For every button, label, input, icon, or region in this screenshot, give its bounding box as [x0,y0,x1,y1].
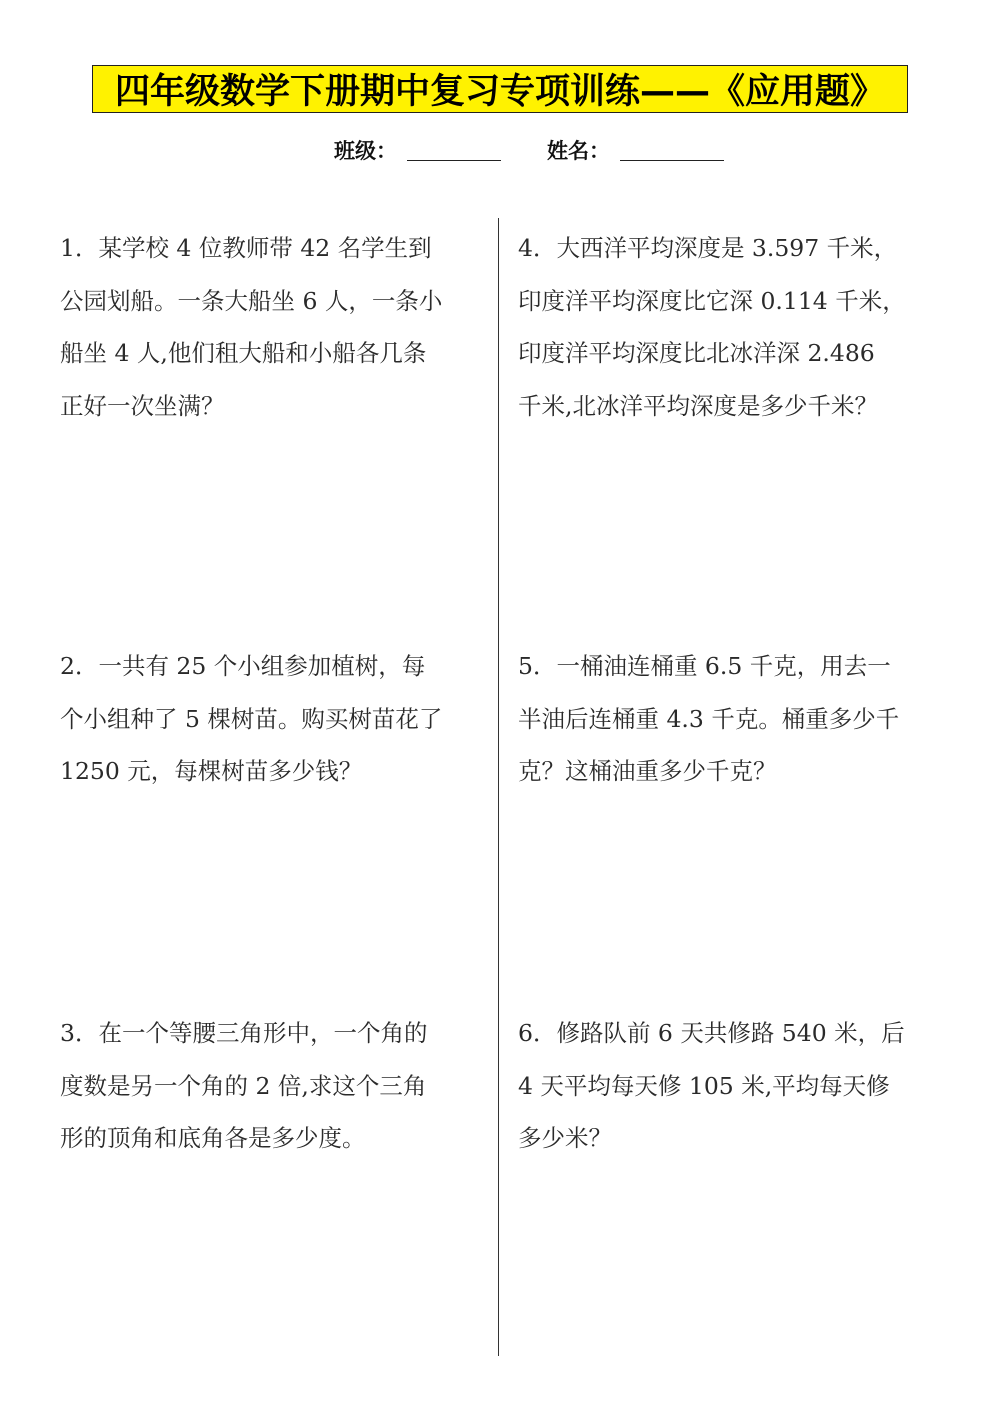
name-label: 姓名： [547,139,610,163]
problem-6 [518,1007,950,1165]
problem-line: 个小组种了 5 棵树苗。购买树苗花了 [60,704,443,733]
name-blank-line[interactable] [620,160,724,161]
class-label: 班级： [334,139,397,163]
problem-line: 度数是另一个角的 2 倍,求这个三角 [60,1071,427,1100]
problem-line: 4．大西洋平均深度是 3.597 千米， [518,234,898,262]
problem-line: 4 天平均每天修 105 米,平均每天修 [518,1071,890,1100]
problem-line: 船坐 4 人,他们租大船和小船各几条 [60,339,427,367]
problem-1 [60,222,492,432]
problem-3 [60,1007,492,1165]
problem-line: 正好一次坐满？ [60,391,225,420]
problem-line: 3．在一个等腰三角形中，一个角的 [60,1019,428,1047]
problem-line: 印度洋平均深度比北冰洋深 2.486 [518,339,875,367]
problem-line: 印度洋平均深度比它深 0.114 千米， [518,286,906,315]
problem-4 [518,222,950,432]
problem-line: 多少米？ [518,1124,612,1152]
column-divider [498,218,499,1356]
problem-line: 1250 元，每棵树苗多少钱？ [60,757,363,785]
problem-5 [518,640,950,798]
problem-line: 形的顶角和底角各是多少度。 [60,1124,366,1152]
problem-line: 2．一共有 25 个小组参加植树，每 [60,652,426,680]
problem-line: 5．一桶油连桶重 6.5 千克，用去一 [518,652,891,680]
title-banner [92,65,908,113]
problem-line: 6．修路队前 6 天共修路 540 米，后 [518,1019,905,1047]
page-title: 四年级数学下册期中复习专项训练——《应用题》 [114,72,885,112]
problem-line: 克？这桶油重多少千克？ [518,757,777,785]
student-info-row [0,132,1000,168]
class-blank-line[interactable] [407,160,501,161]
problem-line: 千米,北冰洋平均深度是多少千米？ [518,391,878,420]
problem-line: 1．某学校 4 位教师带 42 名学生到 [60,234,432,262]
problem-2 [60,640,492,798]
problem-line: 半油后连桶重 4.3 千克。桶重多少千 [518,704,900,733]
problem-line: 公园划船。一条大船坐 6 人，一条小 [60,286,443,315]
